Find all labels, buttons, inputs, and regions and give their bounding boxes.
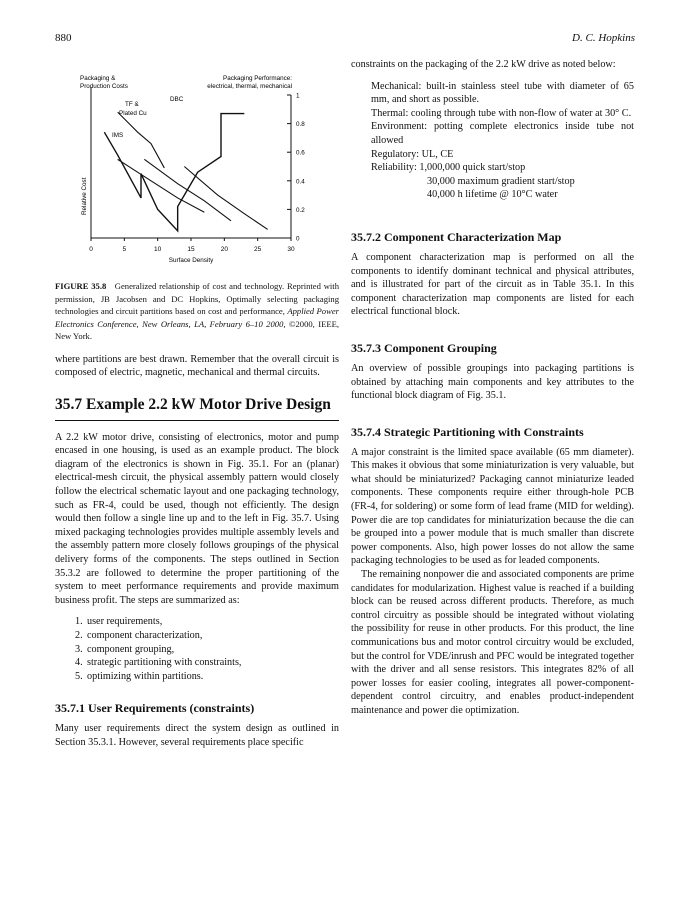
running-head: D. C. Hopkins xyxy=(572,32,635,44)
annotation-ims: IMS xyxy=(112,132,124,139)
x-tick-label: 15 xyxy=(187,246,195,253)
annotation-packaging-costs-1: Packaging & xyxy=(80,75,116,82)
list-item: 2. component characterization, xyxy=(75,630,203,641)
y2-tick-label: 0.6 xyxy=(296,149,305,157)
paragraph: An overview of possible groupings into packaging partitions is obtained by attaching main components and key attributes to the functional block diagram of Fig. 35.1. xyxy=(351,362,634,402)
section-heading: 35.7 Example 2.2 kW Motor Drive Design xyxy=(55,395,331,413)
figure-caption xyxy=(55,280,339,343)
x-axis-label: Surface Density xyxy=(168,257,214,264)
ims-step-curve xyxy=(104,114,244,231)
left-column xyxy=(55,58,339,750)
right-column xyxy=(351,58,634,718)
chart-curves xyxy=(104,112,267,231)
x-tick-label: 0 xyxy=(89,246,93,253)
y2-tick-label: 0.2 xyxy=(296,206,305,214)
y2-tick-label: 0 xyxy=(296,235,300,243)
subsection-heading: 35.7.3 Component Grouping xyxy=(351,340,497,355)
requirement-environment: Environment: potting complete electronics inside tube not allowed xyxy=(371,121,634,146)
performance-curve-3 xyxy=(144,159,231,220)
subsection-heading: 35.7.2 Component Characterization Map xyxy=(351,229,562,244)
requirement-reliability: Reliability: 1,000,000 quick start/stop xyxy=(371,162,526,174)
requirement-regulatory: Regulatory: UL, CE xyxy=(371,148,454,160)
x-tick-label: 30 xyxy=(287,246,295,253)
paragraph: constraints on the packaging of the 2.2 kW drive as noted below: xyxy=(351,59,616,70)
performance-curve-4 xyxy=(184,167,267,230)
annotation-packaging-performance-2: electrical, thermal, mechanical xyxy=(207,83,292,90)
y2-tick-label: 0.4 xyxy=(296,178,305,186)
performance-curve-1 xyxy=(118,112,165,168)
list-item: 3. component grouping, xyxy=(75,643,175,655)
performance-curve-2 xyxy=(118,159,205,212)
caption-label: FIGURE 35.8 xyxy=(55,281,107,291)
caption-text-1: Generalized relationship of cost and technology. Reprinted with permission, JB Jacobsen and DC Hopkins, Optimally selecting packaging technologies and circuit partitions based on cost and performance, xyxy=(55,281,339,316)
requirement-reliability-line: 40,000 h lifetime @ 10°C water xyxy=(427,189,558,201)
cost-technology-chart xyxy=(55,58,339,278)
paragraph: A component characterization map is performed on all the components to identify dominant technical and physical attributes, and is illustrated for part of the circuit as in Table 35.1. In this component characterization map components are listed for each electrical functional block. xyxy=(351,251,634,318)
list-item: 5. optimizing within partitions. xyxy=(75,670,204,682)
paragraph: The remaining nonpower die and associated components are prime candidates for modularization. Highest value is reached if a building block can be reused across different products. Therefore, as much control circuitry as possible should be integrated without violating the possibility for reuse in other products. For this product, the line communications bus and motor control circuitry would be excluded, but the control for VDE/inrush and PFC would be integrated together with the driver and all sense resistors. This integrates 82% of all power losses for easier cooling, integrates all power-component-dependent control circuitry, and enables product-independent maintenance and power die optimization. xyxy=(351,569,634,716)
caption-text-2: ©2000, IEEE, New York. xyxy=(55,318,340,341)
paragraph: Many user requirements direct the system design as outlined in Section 35.3.1. However, several requirements place specific xyxy=(55,723,339,748)
x-tick-label: 25 xyxy=(254,246,262,253)
x-tick-label: 10 xyxy=(154,246,162,253)
x-tick-label: 5 xyxy=(122,246,127,253)
caption-text-italic: Applied Power Electronics Conference, New Orleans, LA, February 6–10 2000, xyxy=(55,306,339,329)
steps-list xyxy=(55,615,339,683)
y2-tick-label: 0.8 xyxy=(296,121,305,129)
paragraph: A major constraint is the limited space available (65 mm diameter). This makes it obvious that some miniaturization is very valuable, but what should be miniaturized? Packaging cannot miniaturize leaded components. These components require either through-hole PCB (FR-4, for soldering) or some form of lead frame (MID for welding). Power die are top candidates for miniaturization because the die can be grouped into a power module that is much smaller than discrete power components. Also, high power losses do not allow the same packaging technologies to be used as for leaded components. xyxy=(351,446,634,567)
x-tick-label: 20 xyxy=(220,246,228,253)
annotation-dbc: DBC xyxy=(170,96,184,103)
page-header xyxy=(0,32,696,48)
list-item: 4. strategic partitioning with constraints, xyxy=(75,657,242,669)
list-item: 1. user requirements, xyxy=(75,616,163,628)
annotation-packaging-costs-2: Production Costs xyxy=(80,83,128,90)
requirement-thermal: Thermal: cooling through tube with non-flow of water at 30° C. xyxy=(371,107,632,119)
subsection-heading: 35.7.1 User Requirements (constraints) xyxy=(55,701,255,716)
annotation-tf-2: Plated Cu xyxy=(119,110,147,117)
paragraph: A 2.2 kW motor drive, consisting of electronics, motor and pump encased in one housing, is used as an example product. The block diagram of the electronics is shown in Fig. 35.1. For an (planar) electrical-mesh circuit, the physical assembly pattern would closely follow the electrical schematic layout and one packaging technology, such as FR-4, could be used, though not efficiently. The design would then follow a single line up and to the left in Fig. 35.7. Using mixed packaging technologies provides multiple assembly levels and the assembly pattern more closely follows groupings of the physical delivery forms of the components. The steps outlined in Section 35.3.2 are followed to determine the proper partitioning of the system to meet performance requirements and provide maximum business profit. The steps are summarized as: xyxy=(55,431,339,606)
requirement-reliability-line: 30,000 maximum gradient start/stop xyxy=(427,175,575,187)
annotation-tf-1: TF & xyxy=(125,101,139,108)
annotation-packaging-performance-1: Packaging Performance: xyxy=(223,75,292,82)
page-number: 880 xyxy=(55,32,72,44)
requirement-mechanical: Mechanical: built-in stainless steel tube with diameter of 65 mm, and short as possible. xyxy=(371,80,634,106)
paragraph: where partitions are best drawn. Remember that the overall circuit is composed of electric, magnetic, mechanical and thermal circuits. xyxy=(55,353,339,379)
figure-35-8 xyxy=(55,58,339,278)
y-axis-label: Relative Cost xyxy=(81,177,88,215)
y2-tick-label: 1 xyxy=(296,92,300,100)
subsection-heading: 35.7.4 Strategic Partitioning with Constraints xyxy=(351,424,584,439)
